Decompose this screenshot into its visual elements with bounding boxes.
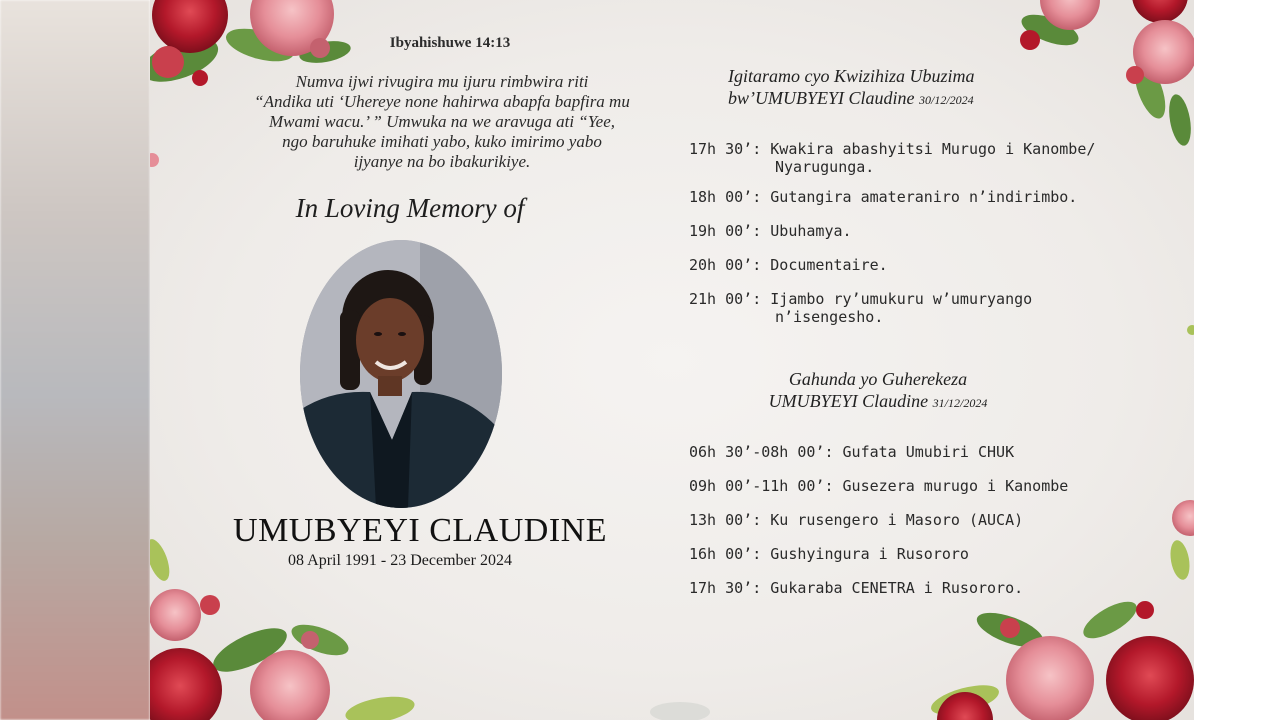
verse-line: ijyanye na bo ibakurikiye.	[353, 152, 531, 171]
verse-line: Numva ijwi rivugira mu ijuru rimbwira riti	[295, 72, 589, 91]
portrait-figure	[300, 240, 502, 508]
verse-reference: Ibyahishuwe 14:13	[389, 35, 511, 51]
program1-item	[689, 256, 1159, 274]
top-right-roses	[1018, 0, 1194, 147]
program2-item-text: 06h 30’-08h 00’: Gufata Umubiri CHUK	[689, 443, 1015, 461]
program2-item	[689, 477, 1159, 495]
in-memory-heading: In Loving Memory of	[295, 193, 525, 223]
program1-item	[689, 140, 1159, 176]
program2-item	[689, 443, 1159, 461]
program1-item-text: 17h 30’: Kwakira abashyitsi Murugo i Kanombe/	[689, 140, 1096, 158]
program2-item-text: 13h 00’: Ku rusengero i Masoro (AUCA)	[689, 511, 1024, 529]
program1-title-line2-wrap	[728, 87, 975, 111]
program1-item	[689, 290, 1159, 326]
program1-item	[689, 222, 1159, 240]
program1-item-text: 18h 00’: Gutangira amateraniro n’indirimbo.	[689, 188, 1078, 206]
program1-item-text: 21h 00’: Ijambo ry’umukuru w’umuryango	[689, 290, 1033, 308]
program1-item-text: 20h 00’: Documentaire.	[689, 256, 888, 274]
program2-item-text: 09h 00’-11h 00’: Gusezera murugo i Kanombe	[689, 477, 1069, 495]
life-dates: 08 April 1991 - 23 December 2024	[288, 552, 512, 569]
program2-list	[689, 443, 1159, 597]
verse-line: ngo baruhuke imihati yabo, kuko imirimo yabo	[282, 132, 602, 151]
program1-title	[728, 65, 975, 111]
portrait-photo	[300, 240, 502, 508]
right-background	[1194, 0, 1280, 720]
memorial-card	[150, 0, 1194, 720]
program2-date: 31/12/2024	[932, 396, 988, 410]
program1-title-line1: Igitaramo cyo Kwizihiza Ubuzima	[728, 66, 975, 86]
program2-title-line2-wrap	[748, 390, 1008, 414]
program1-date: 30/12/2024	[919, 93, 974, 107]
program2-item	[689, 511, 1159, 529]
verse-line: “Andika uti ‘Uhereye none hahirwa abapfa bapfira mu	[254, 92, 630, 111]
program2-item-text: 17h 30’: Gukaraba CENETRA i Rusororo.	[689, 579, 1024, 597]
deceased-name: UMUBYEYI CLAUDINE	[233, 512, 607, 549]
left-blurred-background	[0, 0, 150, 720]
program1-title-line2: bw’UMUBYEYI Claudine	[728, 88, 915, 108]
program2-item	[689, 545, 1159, 563]
program2-title-line1: Gahunda yo Guherekeza	[788, 369, 968, 389]
program1-item-text: 19h 00’: Ubuhamya.	[689, 222, 852, 240]
program1-list	[689, 140, 1159, 326]
program2-title	[748, 368, 1008, 414]
verse-line: Mwami wacu.’ ” Umwuka na we aravuga ati “Yee,	[269, 112, 615, 131]
program2-title-line2: UMUBYEYI Claudine	[768, 391, 929, 411]
program1-item-continuation: n’isengesho.	[775, 308, 884, 326]
program2-item	[689, 579, 1159, 597]
program2-item-text: 16h 00’: Gushyingura i Rusororo	[689, 545, 969, 563]
program1-item-continuation: Nyarugunga.	[775, 158, 875, 176]
verse-text	[212, 72, 672, 172]
program1-item	[689, 188, 1159, 206]
